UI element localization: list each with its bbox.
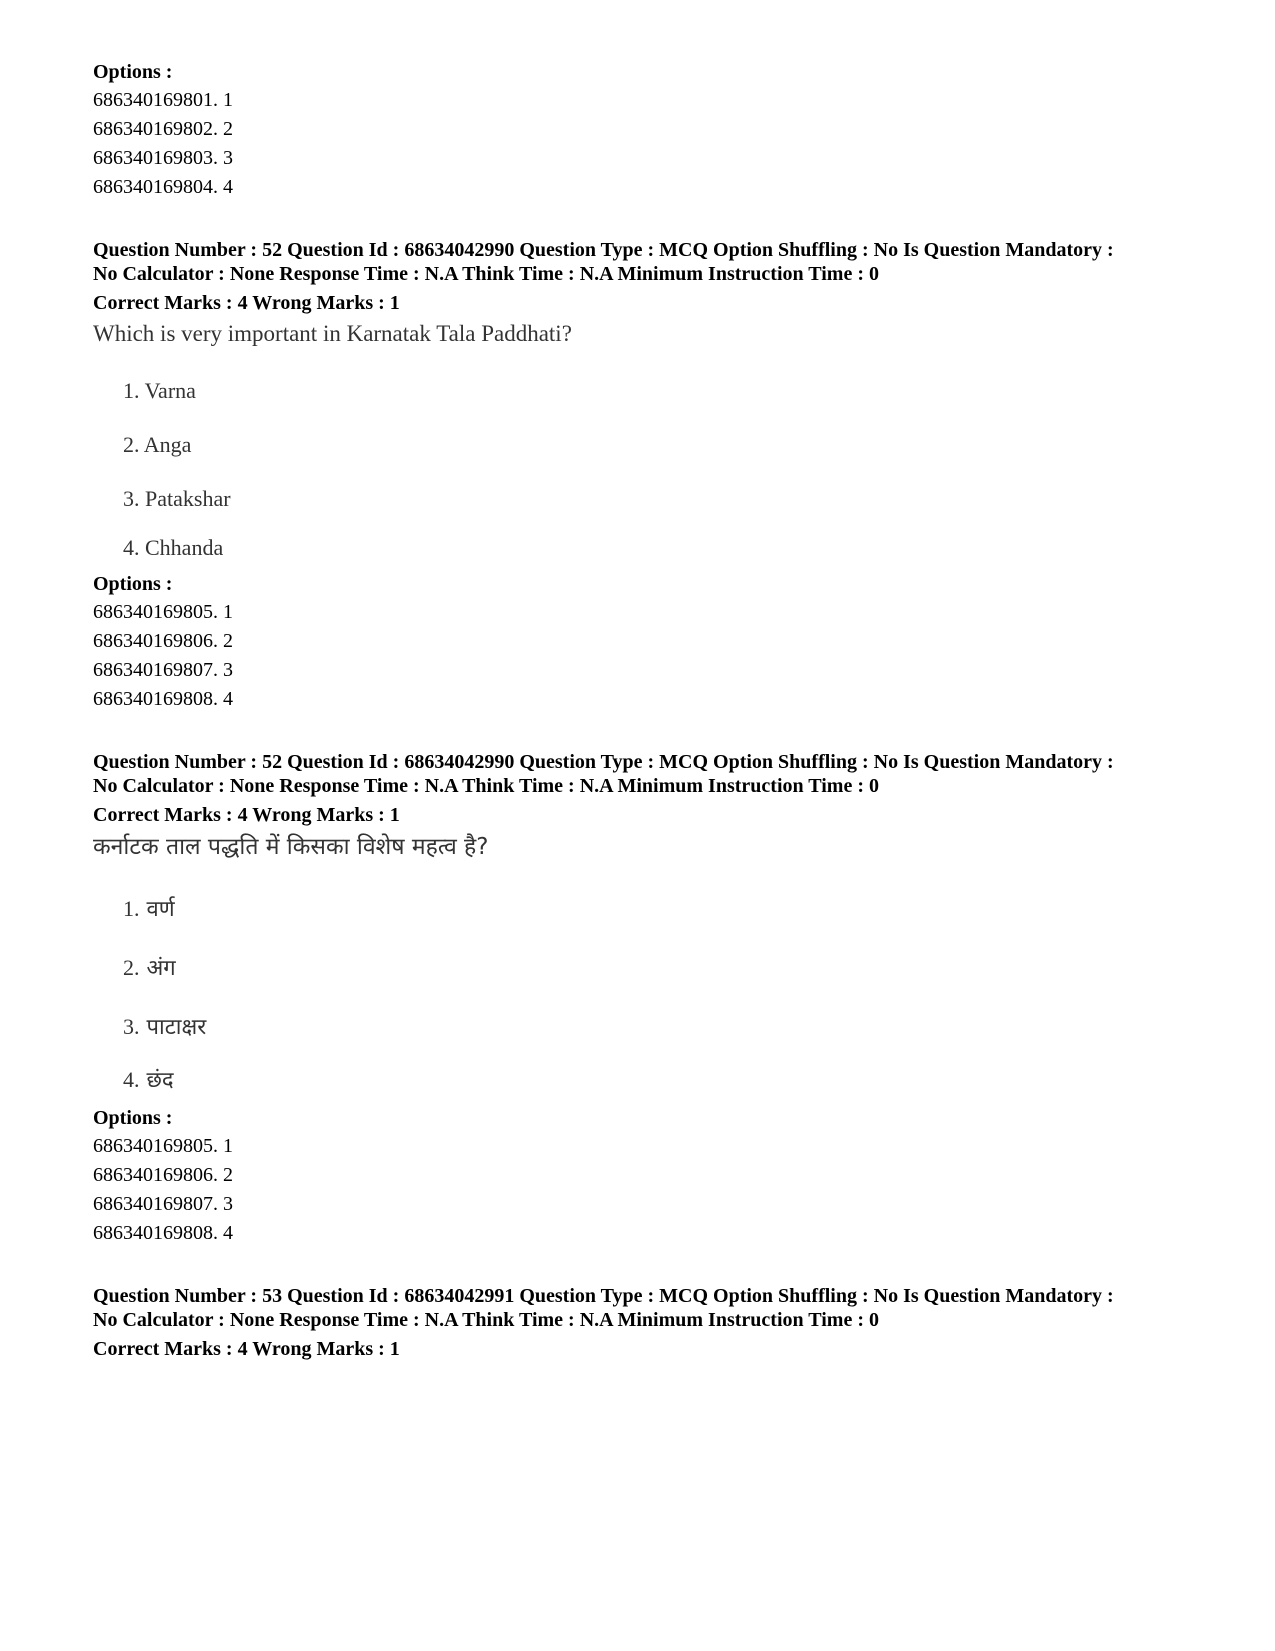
- choice-number: 3.: [123, 1014, 140, 1039]
- answer-choice: [123, 998, 1213, 1057]
- question-marks: Correct Marks : 4 Wrong Marks : 1: [93, 292, 400, 314]
- options-label: Options :: [93, 573, 173, 595]
- answer-choice: 1. Varna: [123, 378, 196, 403]
- answer-choices: [93, 364, 1213, 570]
- spacer: [93, 202, 1213, 238]
- option-id-line: 686340169803. 3: [93, 147, 233, 169]
- question-block-53: [93, 1284, 1213, 1362]
- question-marks: Correct Marks : 4 Wrong Marks : 1: [93, 804, 400, 826]
- option-id-line: 686340169805. 1: [93, 1135, 233, 1157]
- choice-number: 2.: [123, 955, 140, 980]
- choice-text: छंद: [146, 1068, 174, 1093]
- question-block-52-hindi: [93, 750, 1213, 1248]
- option-id-line: 686340169801. 1: [93, 89, 233, 111]
- option-id-line: 686340169808. 4: [93, 688, 233, 710]
- option-id-line: 686340169806. 2: [93, 630, 233, 652]
- question-meta-line: Question Number : 52 Question Id : 68634042990 Question Type : MCQ Option Shuffling : No Is Question Mandatory :: [93, 751, 1114, 773]
- answer-choice: [123, 880, 1213, 939]
- option-id-line: 686340169805. 1: [93, 601, 233, 623]
- answer-choice: 3. Patakshar: [123, 486, 231, 511]
- question-meta-line: No Calculator : None Response Time : N.A Think Time : N.A Minimum Instruction Time : 0: [93, 775, 879, 797]
- question-block-52-english: [93, 238, 1213, 714]
- spacer: [93, 1248, 1213, 1284]
- answer-choice: [123, 939, 1213, 998]
- question-meta-line: Question Number : 52 Question Id : 68634042990 Question Type : MCQ Option Shuffling : No Is Question Mandatory :: [93, 239, 1114, 261]
- question-text: कर्नाटक ताल पद्धति में किसका विशेष महत्व है?: [93, 834, 489, 860]
- answer-choice: [123, 1057, 1213, 1104]
- choice-text: पाटाक्षर: [146, 1015, 207, 1040]
- question-marks: Correct Marks : 4 Wrong Marks : 1: [93, 1338, 400, 1360]
- question-text: Which is very important in Karnatak Tala Paddhati?: [93, 321, 572, 346]
- question-meta-line: No Calculator : None Response Time : N.A Think Time : N.A Minimum Instruction Time : 0: [93, 1309, 879, 1331]
- choice-text: अंग: [146, 956, 176, 981]
- option-id-line: 686340169808. 4: [93, 1222, 233, 1244]
- options-label: Options :: [93, 1107, 173, 1129]
- options-block-prev: [93, 58, 1213, 202]
- spacer: [93, 714, 1213, 750]
- option-id-line: 686340169804. 4: [93, 176, 233, 198]
- question-meta-line: Question Number : 53 Question Id : 68634042991 Question Type : MCQ Option Shuffling : No Is Question Mandatory :: [93, 1285, 1114, 1307]
- choice-number: 1.: [123, 896, 140, 921]
- option-id-line: 686340169807. 3: [93, 659, 233, 681]
- option-id-line: 686340169807. 3: [93, 1193, 233, 1215]
- option-id-line: 686340169802. 2: [93, 118, 233, 140]
- document-page: [93, 58, 1213, 1362]
- choice-number: 4.: [123, 1067, 140, 1092]
- choice-text: वर्ण: [146, 897, 175, 922]
- answer-choice: 2. Anga: [123, 432, 192, 457]
- option-id-line: 686340169806. 2: [93, 1164, 233, 1186]
- options-label: Options :: [93, 61, 173, 83]
- answer-choice: 4. Chhanda: [123, 535, 224, 560]
- answer-choices: [93, 880, 1213, 1104]
- question-meta-line: No Calculator : None Response Time : N.A Think Time : N.A Minimum Instruction Time : 0: [93, 263, 879, 285]
